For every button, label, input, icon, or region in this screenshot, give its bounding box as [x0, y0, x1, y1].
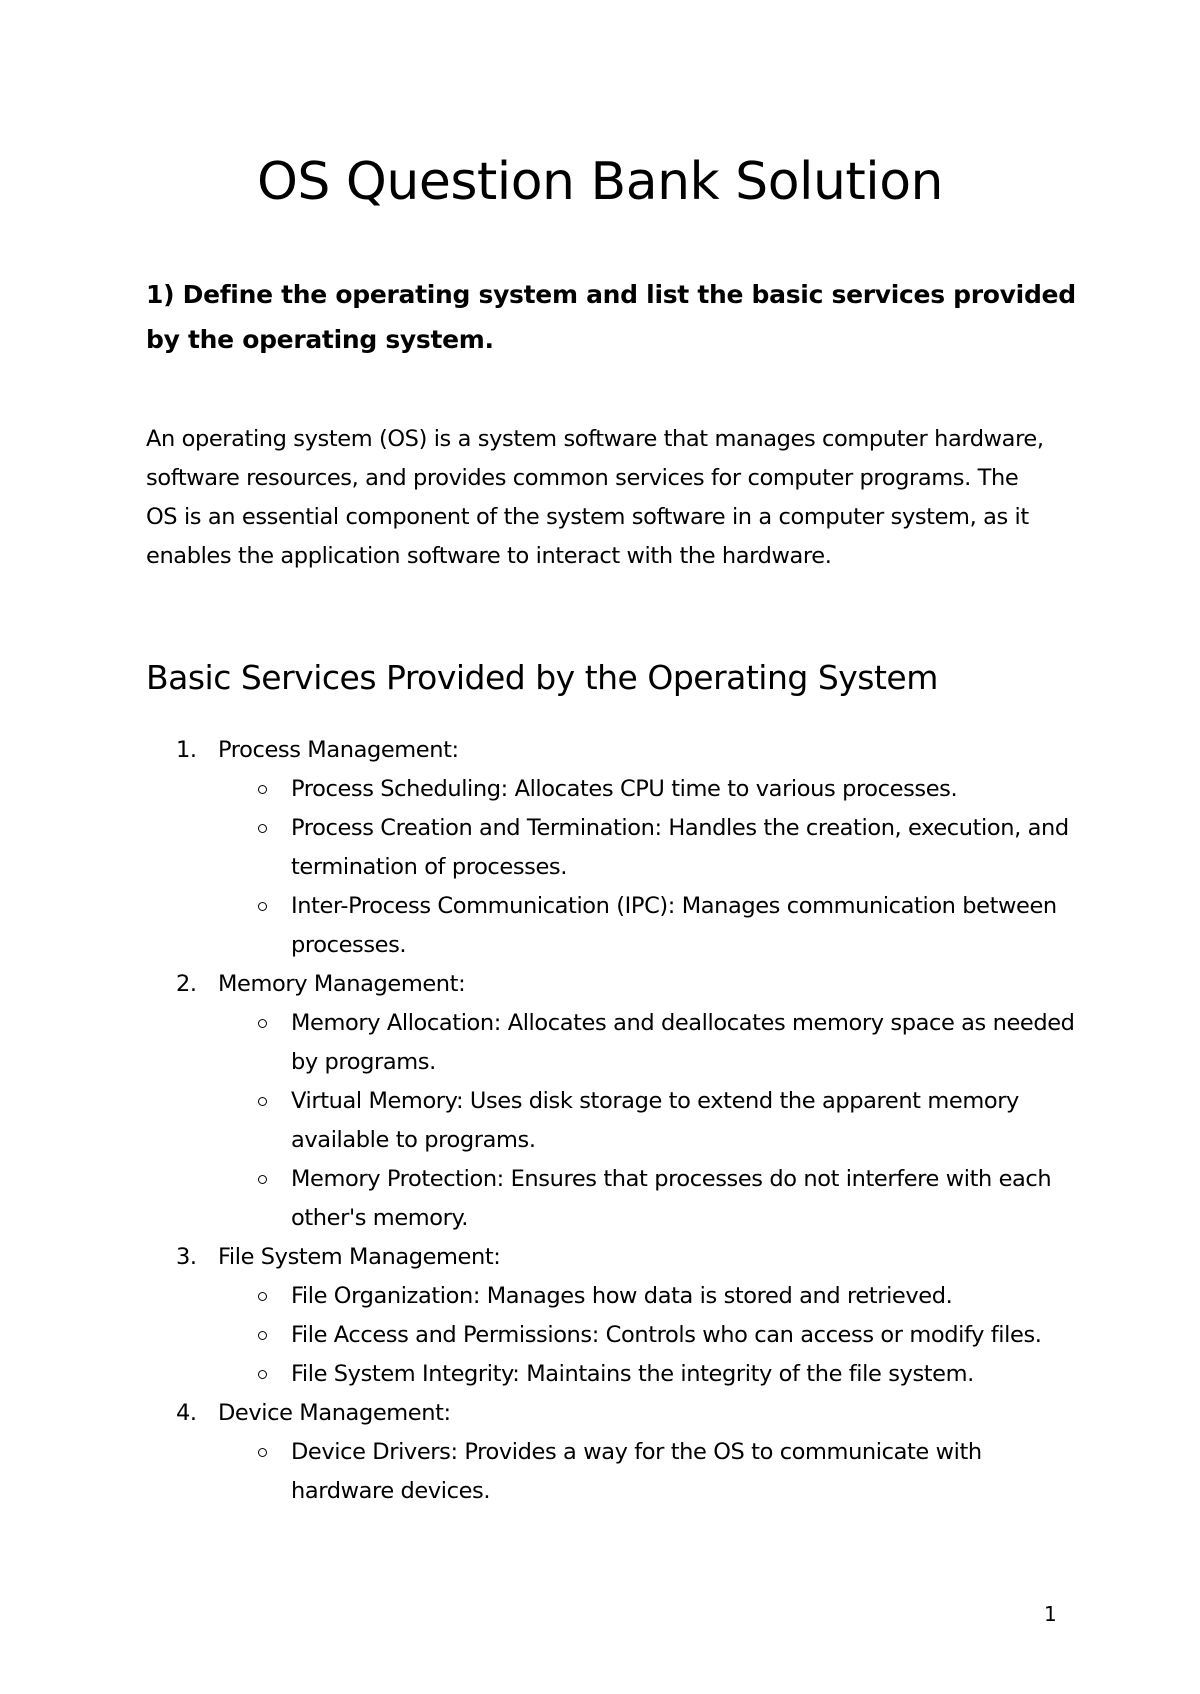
page-title: OS Question Bank Solution: [256, 152, 944, 212]
service-item: [146, 1394, 1076, 1511]
sub-item-text: Process Scheduling: Allocates CPU time to various processes.: [291, 776, 958, 802]
sub-list: [218, 1277, 1076, 1394]
bullet-icon: [258, 1097, 267, 1106]
bullet-icon: [258, 902, 267, 911]
sub-item: [218, 809, 1076, 887]
service-number: 2.: [176, 971, 197, 997]
sub-item-text: Process Creation and Termination: Handles the creation, execution, and termination of processes.: [291, 815, 1069, 880]
sub-item-text: File Organization: Manages how data is stored and retrieved.: [291, 1283, 953, 1309]
service-number: 4.: [176, 1400, 197, 1426]
service-number: 1.: [176, 737, 197, 763]
sub-item: [218, 1004, 1076, 1082]
bullet-icon: [258, 1292, 267, 1301]
service-number: 3.: [176, 1244, 197, 1270]
sub-item-text: Memory Protection: Ensures that processes do not interfere with each other's memory.: [291, 1166, 1052, 1231]
sub-item-text: Virtual Memory: Uses disk storage to extend the apparent memory available to programs.: [291, 1088, 1019, 1153]
sub-item: [218, 1355, 1076, 1394]
bullet-icon: [258, 1019, 267, 1028]
section-heading: Basic Services Provided by the Operating System: [146, 658, 938, 697]
sub-item-text: File System Integrity: Maintains the integrity of the file system.: [291, 1361, 974, 1387]
sub-item-text: File Access and Permissions: Controls who can access or modify files.: [291, 1322, 1042, 1348]
services-list: [146, 731, 1076, 1511]
page-number: 1: [1044, 1602, 1057, 1626]
bullet-icon: [258, 1448, 267, 1457]
service-label: Process Management:: [218, 737, 459, 763]
sub-item-text: Memory Allocation: Allocates and deallocates memory space as needed by programs.: [291, 1010, 1075, 1075]
intro-paragraph: An operating system (OS) is a system software that manages computer hardware, software resources, and provides common services for computer programs. The OS is an essential component of the system software in a computer system, as it enables the application software to interact with the hardware.: [146, 426, 1044, 569]
bullet-icon: [258, 824, 267, 833]
bullet-icon: [258, 1331, 267, 1340]
service-label: Device Management:: [218, 1400, 451, 1426]
sub-item: [218, 1316, 1076, 1355]
sub-list: [218, 1004, 1076, 1238]
service-label: Memory Management:: [218, 971, 466, 997]
service-item: [146, 731, 1076, 965]
sub-list: [218, 770, 1076, 965]
service-label: File System Management:: [218, 1244, 501, 1270]
service-item: [146, 1238, 1076, 1394]
bullet-icon: [258, 1370, 267, 1379]
sub-item: [218, 1277, 1076, 1316]
sub-item: [218, 1082, 1076, 1160]
sub-item: [218, 1433, 1076, 1511]
service-item: [146, 965, 1076, 1238]
bullet-icon: [258, 785, 267, 794]
sub-item-text: Device Drivers: Provides a way for the OS to communicate with hardware devices.: [291, 1439, 982, 1504]
sub-item: [218, 770, 1076, 809]
sub-list: [218, 1433, 1076, 1511]
question-text: 1) Define the operating system and list the basic services provided by the operating system.: [146, 280, 1076, 354]
sub-item-text: Inter-Process Communication (IPC): Manages communication between processes.: [291, 893, 1057, 958]
sub-item: [218, 887, 1076, 965]
sub-item: [218, 1160, 1076, 1238]
bullet-icon: [258, 1175, 267, 1184]
